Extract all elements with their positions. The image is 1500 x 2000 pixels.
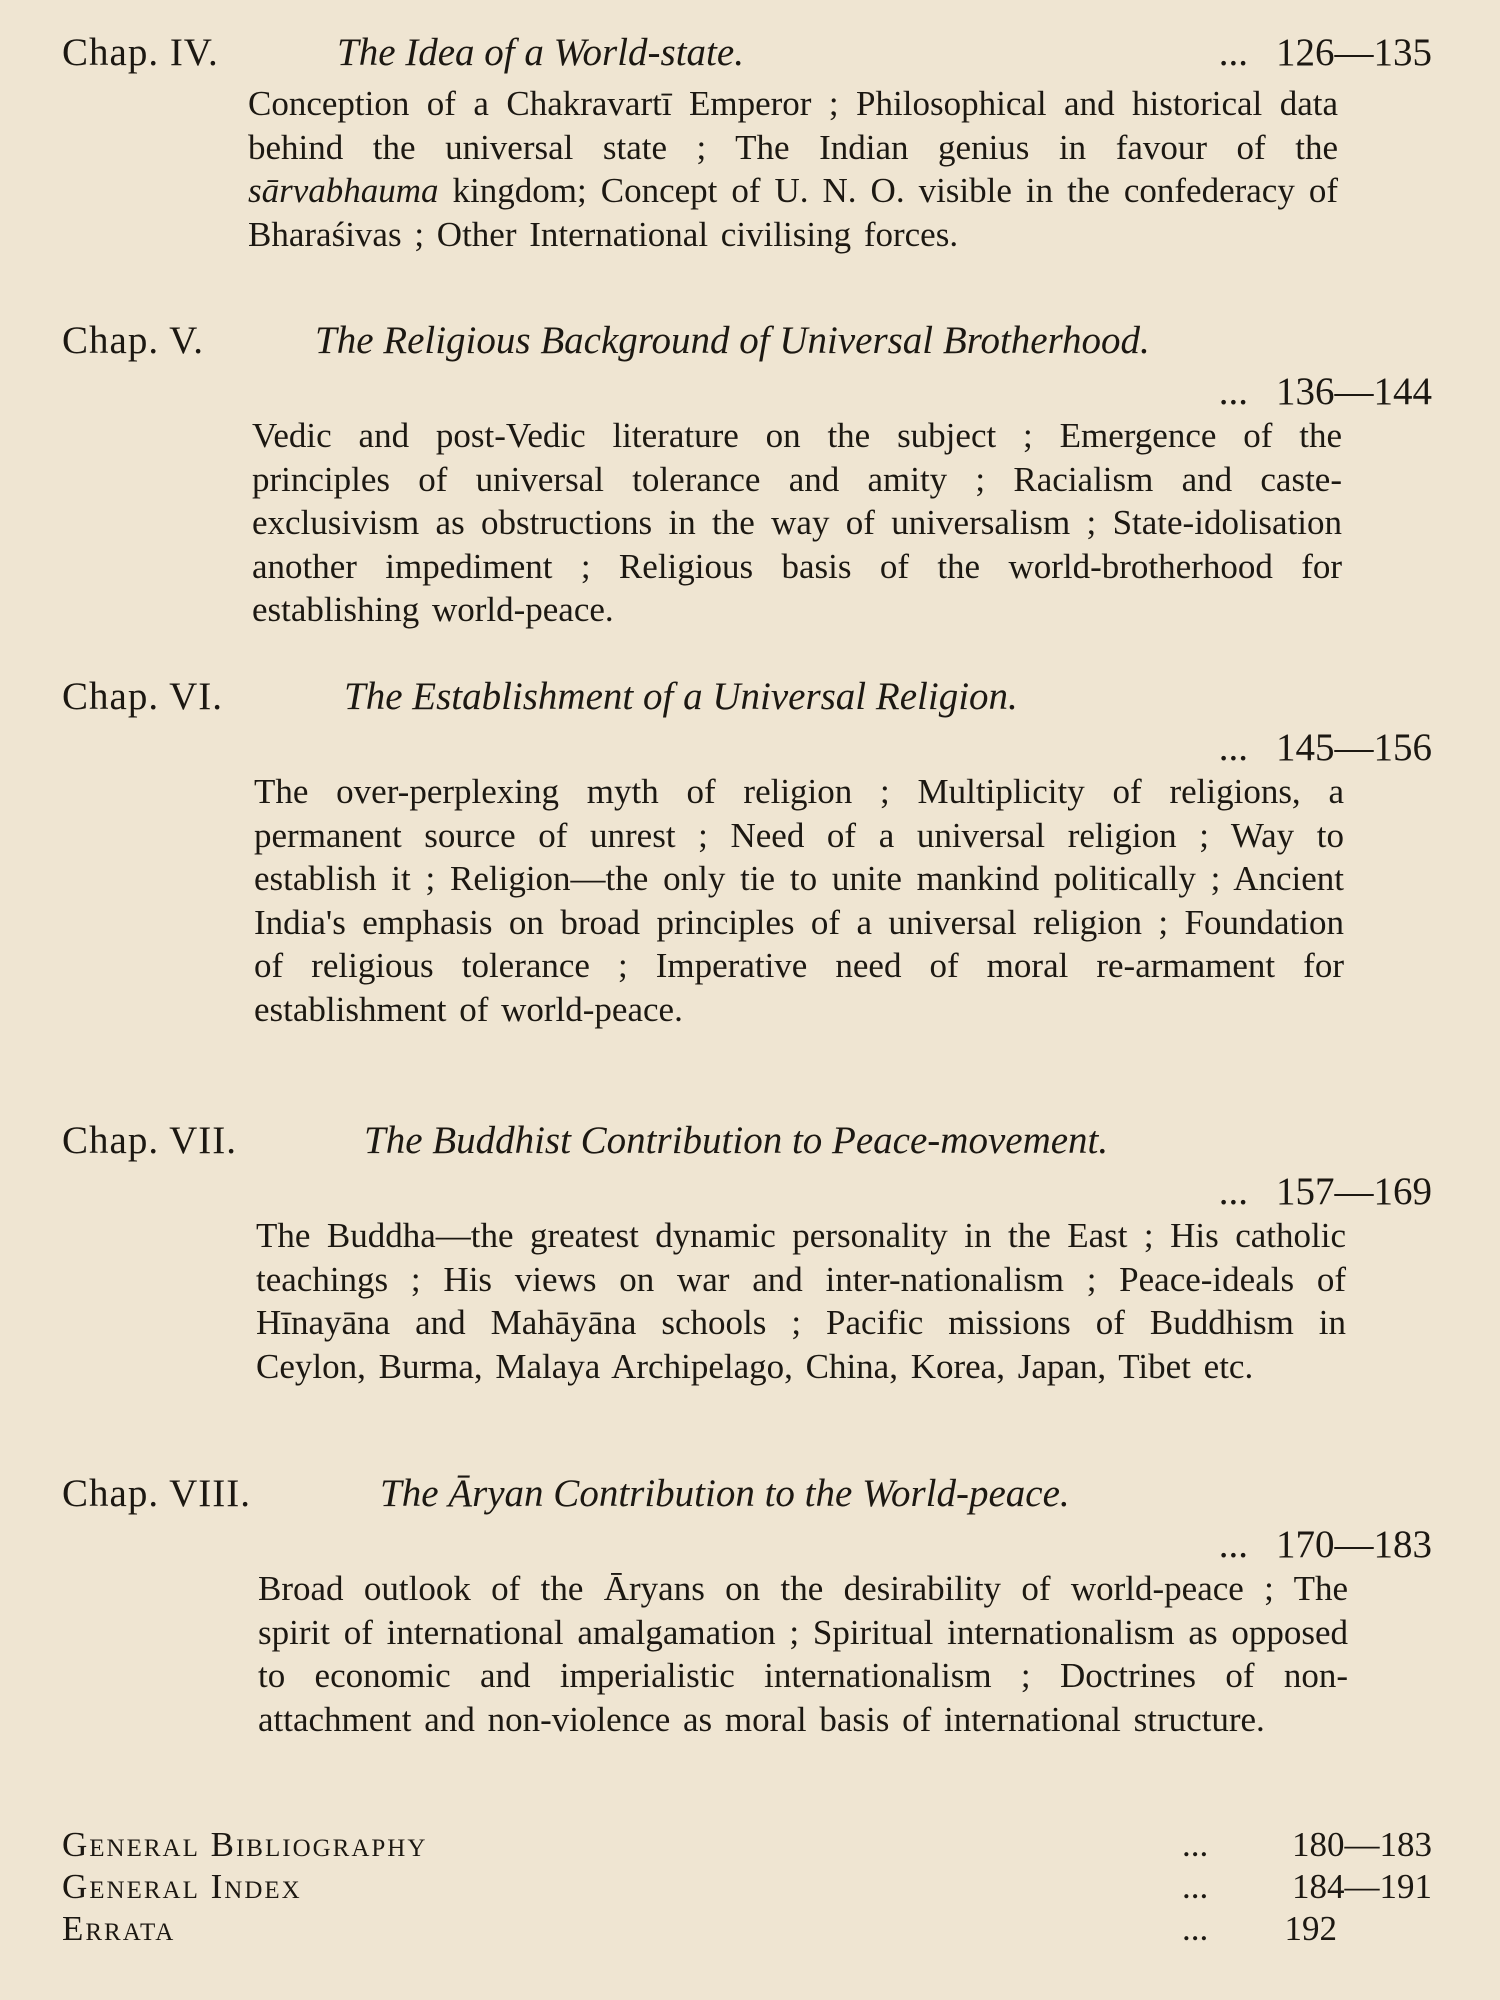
chapter-title: The Religious Background of Universal Brotherhood. bbox=[315, 319, 1150, 362]
page-range: 184—191 bbox=[1292, 1867, 1432, 1906]
chapter-entry-4 bbox=[62, 24, 1432, 256]
chapter-entry-5 bbox=[62, 312, 1432, 632]
chapter-description: The Buddha—the greatest dynamic personality in the East ; His catholic teachings ; His views on war and inter-nationalism ; Peace-ideals of Hīnayāna and Mahāyāna schools ; Pacific missions of Buddhism in Ceylon, Burma, Malaya Archipelago, China, Korea, Japan, Tibet etc. bbox=[256, 1216, 1346, 1386]
chapter-description: Broad outlook of the Āryans on the desirability of world-peace ; The spirit of international amalgamation ; Spiritual internationalism as opposed to economic and imperialistic internationalism ; Doctrines of non-attachment and non-violence as moral basis of international structure. bbox=[258, 1569, 1348, 1739]
chapter-label: Chap. VI. bbox=[62, 675, 224, 718]
back-matter-entry bbox=[62, 1908, 1432, 1950]
chapter-title: The Āryan Contribution to the World-peace. bbox=[380, 1472, 1070, 1515]
chapter-label: Chap. VIII. bbox=[62, 1472, 251, 1515]
entry-label: General Index bbox=[62, 1867, 302, 1906]
leader-dots: ... bbox=[1182, 1909, 1209, 1948]
chapter-heading bbox=[62, 668, 1432, 726]
chapter-entry-6 bbox=[62, 668, 1432, 1031]
leader-dots: ... bbox=[1218, 31, 1248, 74]
italic-term: sārvabhauma bbox=[248, 171, 439, 210]
chapter-pages-line bbox=[62, 1170, 1432, 1214]
page-range: 126—135 bbox=[1276, 31, 1432, 74]
leader-dots: ... bbox=[1218, 726, 1248, 769]
leader-dots: ... bbox=[1218, 1170, 1248, 1213]
leader-dots: ... bbox=[1218, 1523, 1248, 1566]
chapter-description: The over-perplexing myth of religion ; Multiplicity of religions, a permanent source of unrest ; Need of a universal religion ; Way to establish it ; Religion—the only tie to unite mankind politically ; Ancient India's emphasis on broad principles of a universal religion ; Foundation of religious tolerance ; Imperative need of moral re-armament for establishment of world-peace. bbox=[254, 772, 1344, 1029]
page-range: 180—183 bbox=[1292, 1825, 1432, 1864]
chapter-title: The Establishment of a Universal Religion. bbox=[344, 675, 1018, 718]
chapter-description: Conception of a Chakravartī Emperor ; Philosophical and historical data behind the universal state ; The Indian genius in favour of the sārvabhauma kingdom; Concept of U. N. O. visible in the confederacy of Bharaśivas ; Other International civilising forces. bbox=[248, 84, 1338, 254]
page-range: 192 bbox=[1284, 1909, 1337, 1948]
chapter-entry-8 bbox=[62, 1465, 1432, 1741]
back-matter-list bbox=[62, 1824, 1432, 1950]
entry-label: General Bibliography bbox=[62, 1825, 428, 1864]
back-matter-entry bbox=[62, 1824, 1432, 1866]
chapter-label: Chap. IV. bbox=[62, 31, 219, 74]
chapter-entry-7 bbox=[62, 1112, 1432, 1388]
chapter-title: The Buddhist Contribution to Peace-movement. bbox=[364, 1119, 1109, 1162]
leader-dots: ... bbox=[1182, 1867, 1209, 1906]
entry-label: Errata bbox=[62, 1909, 176, 1948]
chapter-description: Vedic and post-Vedic literature on the subject ; Emergence of the principles of universal tolerance and amity ; Racialism and caste-exclusivism as obstructions in the way of universalism ; State-idolisation another impediment ; Religious basis of the world-brotherhood for establishing world-peace. bbox=[252, 416, 1342, 629]
page-range: 157—169 bbox=[1276, 1170, 1432, 1213]
page-range: 170—183 bbox=[1276, 1523, 1432, 1566]
chapter-heading bbox=[62, 1465, 1432, 1523]
chapter-heading bbox=[62, 312, 1432, 370]
leader-dots: ... bbox=[1218, 370, 1248, 413]
leader-dots: ... bbox=[1182, 1825, 1209, 1864]
chapter-heading bbox=[62, 1112, 1432, 1170]
page-range: 145—156 bbox=[1276, 726, 1432, 769]
chapter-pages-line bbox=[1219, 24, 1432, 82]
chapter-pages-line bbox=[62, 726, 1432, 770]
chapter-title: The Idea of a World-state. bbox=[337, 31, 744, 74]
page-range: 136—144 bbox=[1276, 370, 1432, 413]
chapter-label: Chap. VII. bbox=[62, 1119, 238, 1162]
chapter-heading bbox=[62, 24, 1432, 82]
chapter-label: Chap. V. bbox=[62, 319, 205, 362]
chapter-pages-line bbox=[62, 370, 1432, 414]
chapter-pages-line bbox=[62, 1523, 1432, 1567]
back-matter-entry bbox=[62, 1866, 1432, 1908]
